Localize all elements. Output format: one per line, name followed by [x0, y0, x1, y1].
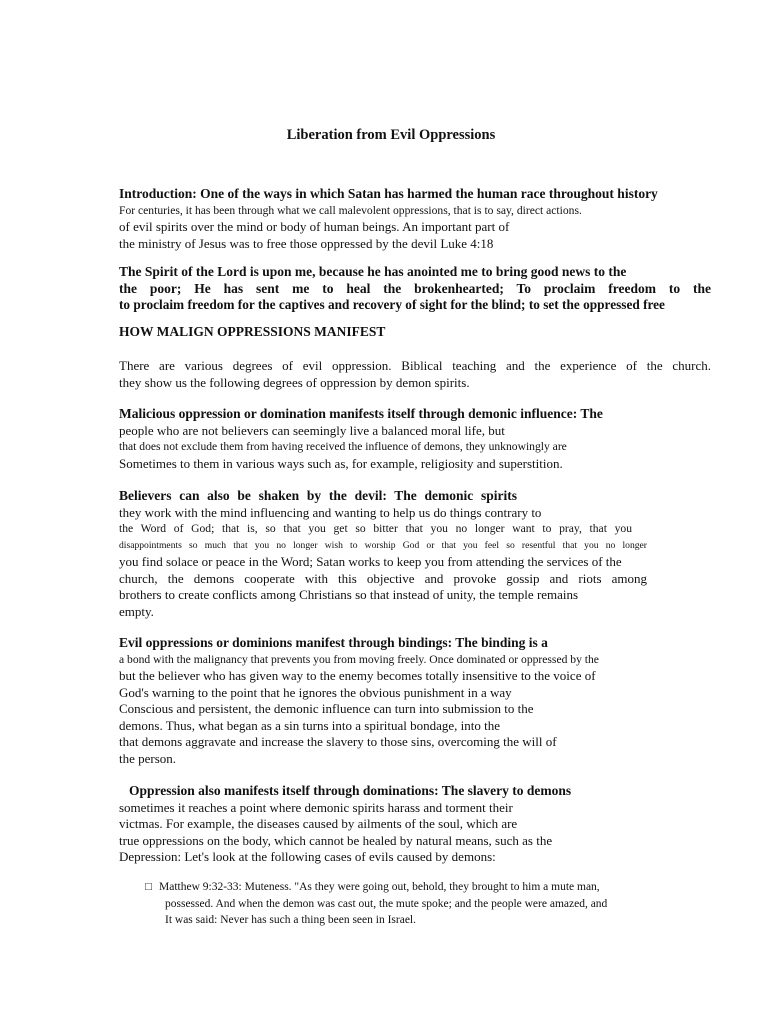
- quote-line: The Spirit of the Lord is upon me, because he has anointed me to bring good news to the: [119, 264, 627, 279]
- intro-paragraph: [119, 186, 711, 252]
- text-line: the Word of God; that is, so that you get so bitter that you no longer want to pray, that you: [119, 522, 632, 535]
- checkbox-bullet-icon: □: [145, 881, 152, 893]
- paragraph-lead-line: Believers can also be shaken by the devil: The demonic spirits: [119, 488, 517, 503]
- degrees-paragraph: [119, 358, 711, 391]
- intro-heading-line: Introduction: One of the ways in which Satan has harmed the human race throughout history: [119, 186, 658, 201]
- malicious-paragraph: [119, 406, 711, 472]
- text-line: Depression: Let's look at the following cases of evils caused by demons:: [119, 849, 496, 864]
- text-line: For centuries, it has been through what we call malevolent oppressions, that is to say, direct actions.: [119, 203, 582, 217]
- text-line: sometimes it reaches a point where demonic spirits harass and torment their: [119, 799, 513, 815]
- section-heading: [119, 324, 711, 341]
- text-line: empty.: [119, 603, 154, 619]
- text-line: disappointments so much that you no longer wish to worship God or that you feel so resentful that you no longer: [119, 539, 647, 551]
- quote-line: the poor; He has sent me to heal the brokenhearted; To proclaim freedom to the: [119, 280, 711, 296]
- bullet-line: [145, 879, 685, 896]
- bullet-continuation-line: possessed. And when the demon was cast out, the mute spoke; and the people were amazed, and: [165, 897, 608, 910]
- heading-line: HOW MALIGN OPPRESSIONS MANIFEST: [119, 324, 386, 339]
- text-line: the ministry of Jesus was to free those oppressed by the devil Luke 4:18: [119, 235, 494, 251]
- text-line: people who are not believers can seemingly live a balanced moral life, but: [119, 422, 505, 438]
- text-line: victmas. For example, the diseases caused by ailments of the soul, which are: [119, 816, 518, 831]
- document-title: Liberation from Evil Oppressions: [286, 127, 496, 143]
- text-line: that does not exclude them from having received the influence of demons, they unknowingly are: [119, 440, 567, 453]
- quote-line: to proclaim freedom for the captives and recovery of sight for the blind; to set the oppressed free: [119, 297, 665, 312]
- bullet-text: Matthew 9:32-33: Muteness. "As they were going out, behold, they brought to him a mute man,: [159, 881, 600, 893]
- scripture-bullet: [145, 879, 685, 929]
- text-line: brothers to create conflicts among Christians so that instead of unity, the temple remains: [119, 587, 579, 602]
- text-line: Conscious and persistent, the demonic influence can turn into submission to the: [119, 701, 534, 716]
- text-line: God's warning to the point that he ignores the obvious punishment in a way: [119, 684, 512, 700]
- scripture-quote: [119, 264, 711, 314]
- dominations-paragraph: [119, 783, 711, 866]
- text-line: true oppressions on the body, which cannot be healed by natural means, such as the: [119, 832, 553, 848]
- text-line: but the believer who has given way to the enemy becomes totally insensitive to the voice of: [119, 668, 596, 683]
- bindings-paragraph: [119, 635, 711, 767]
- text-line: you find solace or peace in the Word; Satan works to keep you from attending the services of the: [119, 554, 622, 569]
- paragraph-lead-line: Oppression also manifests itself through dominations: The slavery to demons: [129, 783, 572, 798]
- paragraph-lead-line: Evil oppressions or dominions manifest through bindings: The binding is a: [119, 635, 548, 650]
- text-line: church, the demons cooperate with this objective and provoke gossip and riots among: [119, 570, 647, 586]
- text-line: demons. Thus, what began as a sin turns into a spiritual bondage, into the: [119, 717, 501, 733]
- text-line: they show us the following degrees of oppression by demon spirits.: [119, 374, 470, 390]
- believers-paragraph: [119, 488, 711, 620]
- paragraph-lead-line: Malicious oppression or domination manifests itself through demonic influence: The: [119, 406, 603, 421]
- text-line: that demons aggravate and increase the slavery to those sins, overcoming the will of: [119, 734, 557, 749]
- text-line: of evil spirits over the mind or body of human beings. An important part of: [119, 219, 510, 234]
- text-line: There are various degrees of evil oppression. Biblical teaching and the experience of the church.: [119, 358, 711, 373]
- bullet-continuation-line: It was said: Never has such a thing been seen in Israel.: [165, 914, 417, 926]
- text-line: the person.: [119, 750, 177, 766]
- text-line: they work with the mind influencing and wanting to help us do things contrary to: [119, 504, 542, 520]
- text-line: a bond with the malignancy that prevents you from moving freely. Once dominated or oppressed by the: [119, 652, 599, 666]
- text-line: Sometimes to them in various ways such as, for example, religiosity and superstition.: [119, 455, 563, 471]
